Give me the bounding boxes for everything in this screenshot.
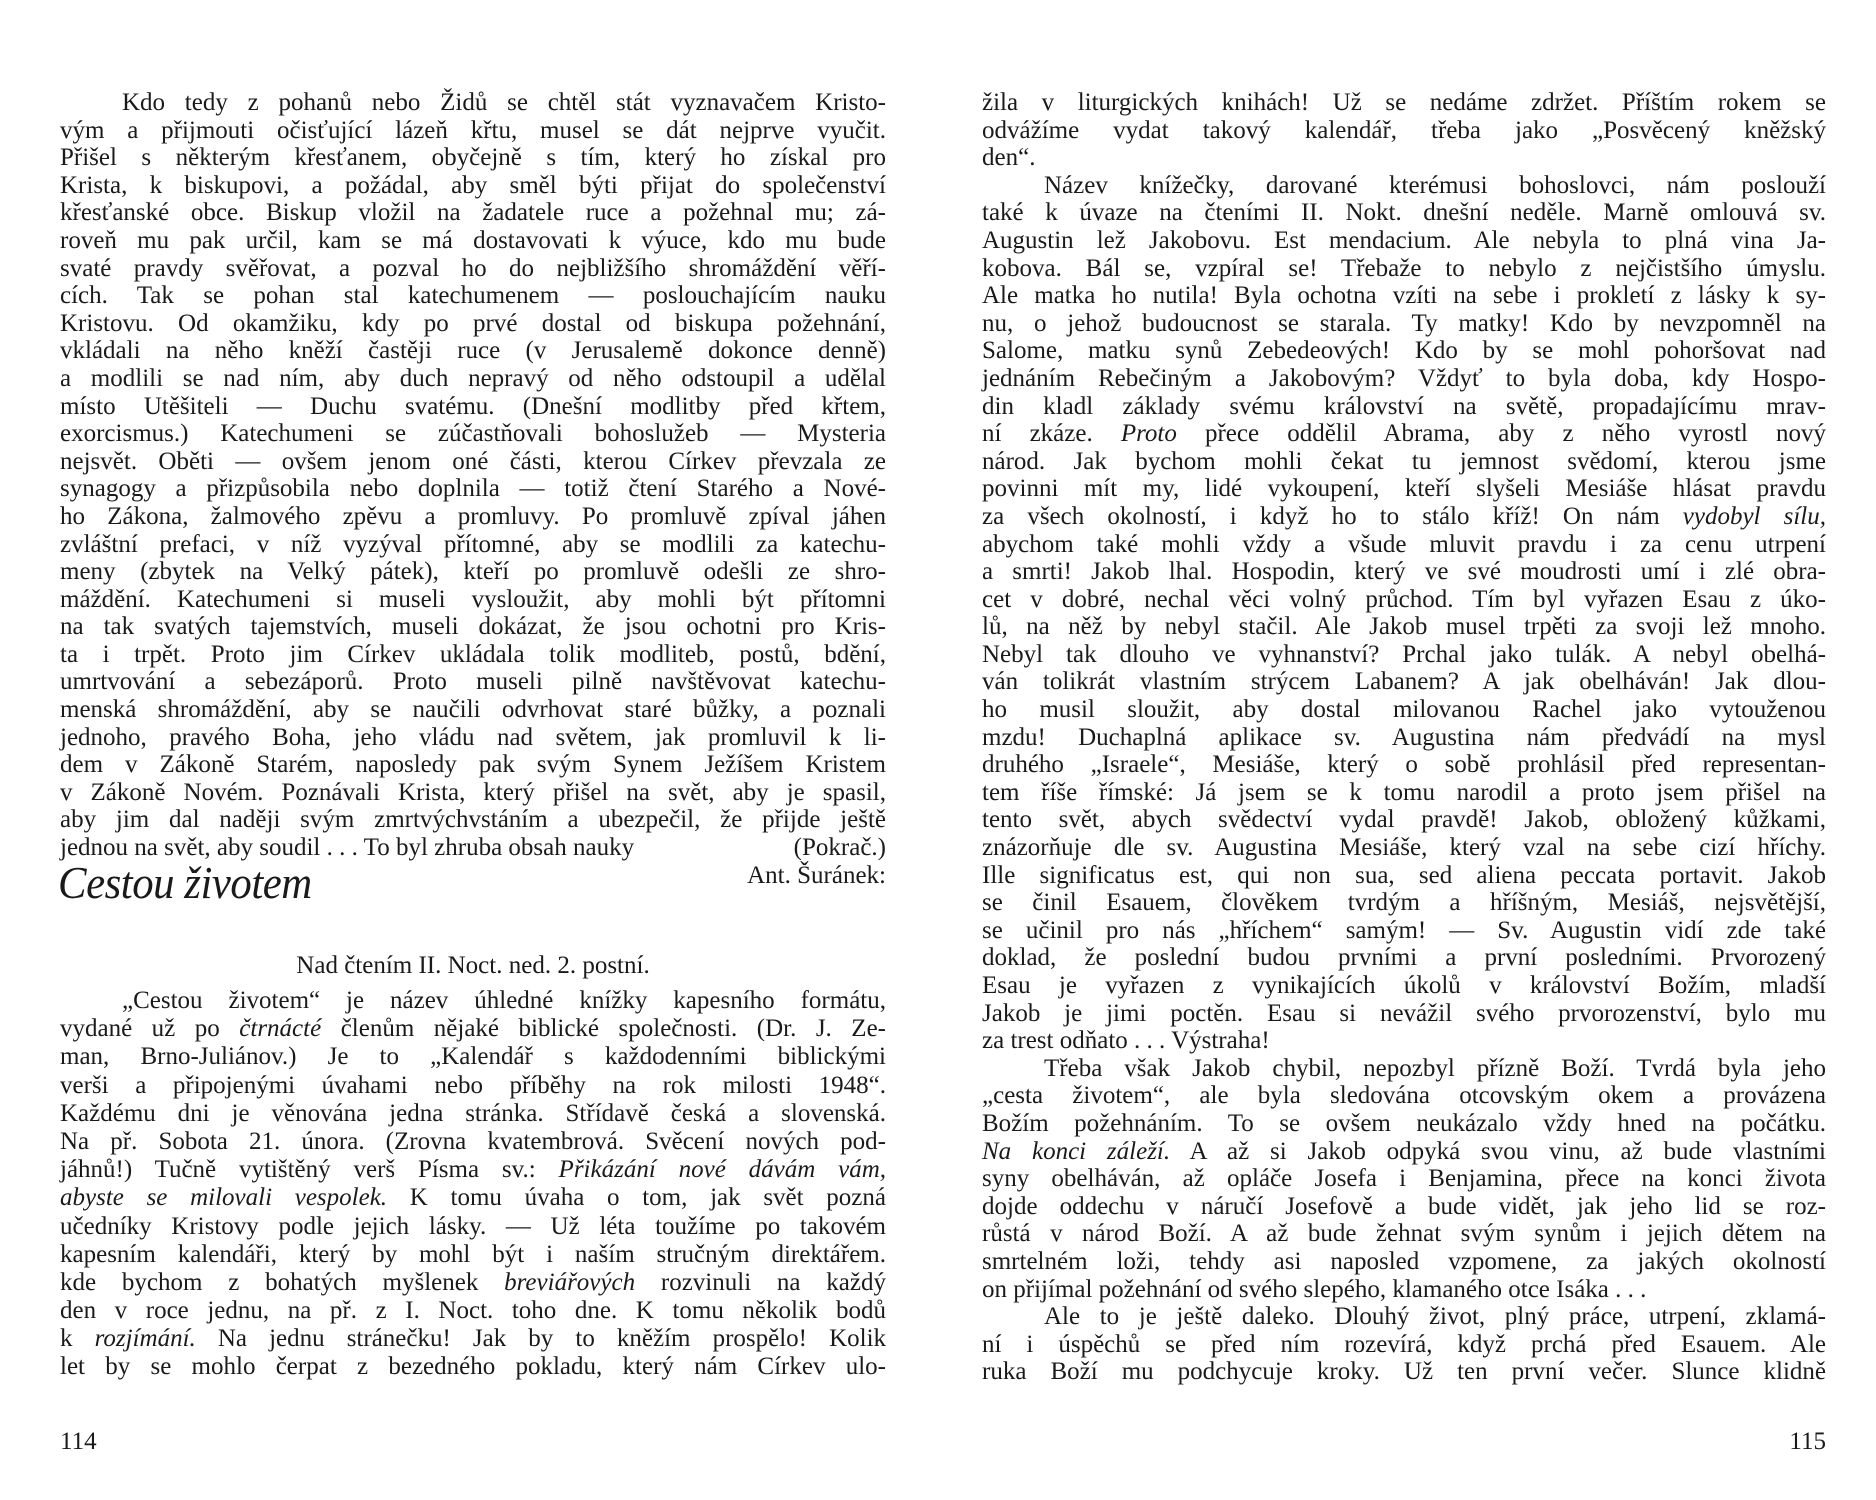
text-line: za trest odňato . . . Výstraha! xyxy=(982,1027,1270,1055)
text-line: Kdo tedy z pohanů nebo Židů se chtěl stát vyznavačem Kristo- xyxy=(122,89,886,116)
text-line: v Zákoně Novém. Poznávali Krista, který přišel na svět, aby je spasil, xyxy=(60,778,886,806)
text-line: ta i trpět. Proto jim Církev ukládala tolik modliteb, postů, bdění, xyxy=(60,640,886,668)
text-line: Augustin lež Jakobovu. Est mendacium. Ale nebyla to plná vina Ja- xyxy=(982,226,1826,254)
text-segment: jáhnů!) Tučně vytištěný verš Písma sv.: xyxy=(60,1156,559,1184)
text-line: Krista, k biskupovi, a požádal, aby směl býti přijat do společenství xyxy=(60,171,886,199)
text-line: tento svět, abych svědectví vydal pravdě! Jakob, obložený kůžkami, xyxy=(982,806,1826,834)
text-segment: Na jednu stránečku! Jak by to kněžím prospělo! Kolik xyxy=(195,1325,887,1353)
text-line: abychom také mohli vždy a všude mluvit pravdu i za cenu utrpení xyxy=(982,530,1826,558)
article-author: Ant. Šuránek: xyxy=(747,862,886,889)
text-line: aby jim dal naději svým zmrtvýchvstáním a ubezpečil, že přijde ještě xyxy=(60,806,886,834)
article-title: Cestou životem xyxy=(58,857,312,908)
text-line xyxy=(60,1015,886,1043)
text-line: nejsvět. Oběti — ovšem jenom oné části, kterou Církev převzala ze xyxy=(60,447,886,475)
text-line: máždění. Katechumeni si museli vysloužit, aby mohli být přítomni xyxy=(60,585,886,613)
text-line: jednoho, pravého Boha, jeho vládu nad světem, jak promluvil k li- xyxy=(60,723,886,751)
italic-text: rozjímání. xyxy=(94,1325,196,1353)
text-line: Přišel s některým křesťanem, obyčejně s tím, který ho získal pro xyxy=(60,144,886,172)
text-line: učedníky Kristovy podle jejich lásky. — Už léta toužíme po takovém xyxy=(60,1212,886,1240)
text-line: křesťanské obce. Biskup vložil na žadatele ruce a požehnal mu; zá- xyxy=(60,199,886,227)
text-line: verši a připojenými úvahami nebo příběhy na rok milosti 1948“. xyxy=(60,1071,886,1099)
right-page-text xyxy=(982,89,1826,1386)
text-line: on přijímal požehnání od svého slepého, klamaného otce Isáka . . . xyxy=(982,1275,1647,1303)
text-line: Božím požehnáním. To se ovšem neukázalo vždy hned na počátku. xyxy=(982,1109,1826,1137)
text-line: vým a přijmouti očisťující lázeň křtu, musel se dát nejprve vyučit. xyxy=(60,116,886,144)
italic-text: Přikázání nové dávám vám, xyxy=(558,1156,886,1184)
text-segment: k xyxy=(60,1325,95,1353)
text-line: Salome, matku synů Zebedeových! Kdo by se mohl pohoršovat nad xyxy=(982,337,1826,365)
page-number-right: 115 xyxy=(1789,1428,1826,1455)
text-line: Název knížečky, darované kterémusi bohoslovci, nám poslouží xyxy=(1044,171,1826,199)
paragraph xyxy=(982,172,1826,1055)
text-line: „cesta životem“, ale byla sledována otcovským okem a provázena xyxy=(982,1082,1826,1110)
text-line: povinni mít my, lidé vykoupení, kteří slyšeli Mesiáše hlásat pravdu xyxy=(982,475,1826,503)
italic-text: breviářových xyxy=(504,1268,636,1296)
text-line: dojde oddechu v náručí Josefově a bude vidět, jak jeho lid se roz- xyxy=(982,1192,1826,1220)
text-line: místo Utěšiteli — Duchu svatému. (Dnešní modlitby před křtem, xyxy=(60,392,886,420)
text-line: na tak svatých tajemstvích, museli dokázat, že jsou ochotni pro Kris- xyxy=(60,613,886,641)
text-line: exorcismus.) Katechumeni se zúčastňovali bohoslužeb — Mysteria xyxy=(60,420,886,448)
text-segment: A až si Jakob odpyká svou vinu, až bude vlastními xyxy=(1170,1137,1826,1165)
text-line: cích. Tak se pohan stal katechumenem — poslouchajícím nauku xyxy=(60,282,886,310)
text-line: syny obelháván, až opláče Josefa i Benjamina, přece na konci života xyxy=(982,1165,1826,1193)
text-segment: kde bychom z bohatých myšlenek xyxy=(60,1268,505,1296)
text-segment: přece oddělil Abrama, aby z něho vyrostl nový xyxy=(1176,420,1826,448)
text-line: umrtvování a sebezáporů. Proto museli pilně navštěvovat katechu- xyxy=(60,668,886,696)
text-line: ho musil sloužit, aby dostal milovanou Rachel jako vytouženou xyxy=(982,696,1826,724)
text-line: růstá v národ Boží. A až bude žehnat svým synům i jejich dětem na xyxy=(982,1220,1826,1248)
text-line: vkládali na něho kněží častěji ruce (v Jerusalemě dokonce denně) xyxy=(60,337,886,365)
text-line: roveň mu pak určil, kam se má dostavovati k výuce, kdo mu bude xyxy=(60,226,886,254)
text-line: Nebyl tak dlouho ve vyhnanství? Prchal jako tulák. A nebyl obelhá- xyxy=(982,640,1826,668)
text-line: Kristovu. Od okamžiku, kdy po prvé dostal od biskupa požehnání, xyxy=(60,309,886,337)
text-segment: členům nějaké biblické společnosti. (Dr. J. Ze- xyxy=(321,1015,886,1043)
continued-marker: (Pokrač.) xyxy=(793,834,886,862)
text-line: kobova. Bál se, vzpíral se! Třebaže to nebylo z nejčistšího úmyslu. xyxy=(982,254,1826,282)
italic-text: abyste se milovali vespolek. xyxy=(60,1184,388,1212)
text-line: din kladl základy svému království na světě, propadajícímu mrav- xyxy=(982,392,1826,420)
text-line: tem říše římské: Já jsem se k tomu narodil a proto jsem přišel na xyxy=(982,778,1826,806)
text-line: Třeba však Jakob chybil, nepozbyl přízně Boží. Tvrdá byla jeho xyxy=(1044,1054,1826,1082)
text-line: den“. xyxy=(982,144,1036,172)
paragraph xyxy=(982,1055,1826,1303)
text-line xyxy=(982,503,1826,531)
text-line: se činil Esauem, člověkem tvrdým a hříšným, Mesiáš, nejsvětější, xyxy=(982,889,1826,917)
text-line: ho Zákona, žalmového zpěvu a promluvy. Po promluvě zpíval jáhen xyxy=(60,502,886,530)
text-line: odvážíme vydat takový kalendář, třeba jako „Posvěcený kněžský xyxy=(982,116,1826,144)
text-line: se učinil pro nás „hříchem“ samým! — Sv. Augustin vidí zde také xyxy=(982,916,1826,944)
text-line: den v roce jednu, na př. z I. Noct. toho dne. K tomu několik bodů xyxy=(60,1297,886,1325)
text-line: cet v dobré, nechal věci volný průchod. Tím byl vyřazen Esau z úko- xyxy=(982,585,1826,613)
text-line: dem v Zákoně Starém, naposledy pak svým Synem Ježíšem Kristem xyxy=(60,751,886,779)
text-line xyxy=(982,1138,1826,1166)
text-line: synagogy a přizpůsobila nebo doplnila — totiž čtení Starého a Nové- xyxy=(60,475,886,503)
article-body xyxy=(60,987,886,1382)
text-line: žila v liturgických knihách! Už se nedáme zdržet. Příštím rokem se xyxy=(982,89,1826,116)
text-line: lů, na něž by nebyl stačil. Ale Jakob musel trpěti za svoji lež mnoho. xyxy=(982,613,1826,641)
text-line: Esau je vyřazen z vynikajících úkolů v království Božím, mladší xyxy=(982,972,1826,999)
text-line: a modlili se nad ním, aby duch nepravý od něho odstoupil a udělal xyxy=(60,364,886,392)
text-line xyxy=(60,1156,886,1184)
left-page-text xyxy=(60,89,886,862)
text-line: doklad, že poslední budou prvními a první posledními. Prvorozený xyxy=(982,944,1826,972)
text-line xyxy=(60,1184,886,1212)
article-subtitle: Nad čtením II. Noct. ned. 2. postní. xyxy=(296,952,650,979)
text-line xyxy=(60,1325,886,1353)
text-segment: rozvinuli na každý xyxy=(635,1268,886,1296)
text-line: znázorňuje dle sv. Augustina Mesiáše, který vzal na sebe cizí hříchy. xyxy=(982,834,1826,862)
text-line: také k úvaze na čteními II. Nokt. dnešní neděle. Marně omlouvá sv. xyxy=(982,199,1826,227)
text-line: menská shromáždění, aby se naučili odvrhovat staré bůžky, a poznali xyxy=(60,696,886,724)
paragraph xyxy=(982,89,1826,172)
text-line: svaté pravdy svěřovat, a pozval ho do nejbližšího shromáždění věří- xyxy=(60,254,886,282)
italic-text: Proto xyxy=(1120,420,1177,448)
left-page-paragraphs xyxy=(60,89,886,834)
text-segment: vydané už po xyxy=(60,1015,240,1043)
text-line: ván tolikrát vlastním strýcem Labanem? A jak obelháván! Jak dlou- xyxy=(982,668,1826,696)
text-segment: ní zkáze. xyxy=(982,420,1121,448)
text-line: „Cestou životem“ je název úhledné knížky kapesního formátu, xyxy=(122,987,886,1014)
text-line: Ale matka ho nutila! Byla ochotna vzíti na sebe i prokletí z lásky k sy- xyxy=(982,282,1826,310)
paragraph xyxy=(982,1303,1826,1386)
text-line: kapesním kalendáři, který by mohl být i naším stručným direktářem. xyxy=(60,1240,886,1268)
text-line: zvláštní prefaci, v níž vyzýval přítomné, aby se modlili za katechu- xyxy=(60,530,886,558)
text-line: Každému dni je věnována jedna stránka. Střídavě česká a slovenská. xyxy=(60,1099,886,1127)
text-line: man, Brno-Juliánov.) Je to „Kalendář s každodenními biblickými xyxy=(60,1043,886,1071)
italic-text: Na konci záleží. xyxy=(982,1137,1171,1165)
text-line: Ale to je ještě daleko. Dlouhý život, plný práce, utrpení, zklamá- xyxy=(1044,1303,1826,1331)
text-line: Jakob je jimi poctěn. Esau si nevážil svého prvorozenství, bylo mu xyxy=(982,999,1826,1027)
text-line xyxy=(60,1269,886,1297)
text-line: a smrti! Jakob lhal. Hospodin, který ve své moudrosti umí i zlé obra- xyxy=(982,558,1826,586)
closing-text: jednou na svět, aby soudil . . . To byl zhruba obsah nauky xyxy=(60,834,635,862)
text-line: smrtelném loži, tehdy asi naposled vzpomene, za jakých okolností xyxy=(982,1247,1826,1275)
text-segment: K tomu úvaha o tom, jak svět pozná xyxy=(387,1184,886,1212)
text-line: nu, o jehož budoucnost se starala. Ty matky! Kdo by nevzpomněl na xyxy=(982,309,1826,337)
text-line: let by se mohlo čerpat z bezedného pokladu, který nám Církev ulo- xyxy=(60,1353,886,1381)
text-line: mzdu! Duchaplná aplikace sv. Augustina nám předvádí na mysl xyxy=(982,723,1826,751)
paragraph xyxy=(60,987,886,1382)
page-number-left: 114 xyxy=(60,1428,97,1455)
text-segment: za všech okolností, i když ho to stálo kříž! On nám xyxy=(982,502,1683,530)
text-line xyxy=(982,420,1826,448)
text-line: druhého „Israele“, Mesiáše, který o sobě prohlásil před representan- xyxy=(982,751,1826,779)
text-line: jednáním Rebečiným a Jakobovým? Vždyť to byla doba, kdy Hospo- xyxy=(982,364,1826,392)
text-line: ruka Boží mu podchycuje kroky. Už ten první večer. Slunce klidně xyxy=(982,1358,1826,1386)
italic-text: čtrnácté xyxy=(239,1015,322,1043)
text-line: Na př. Sobota 21. února. (Zrovna kvatembrová. Svěcení nových pod- xyxy=(60,1127,886,1155)
paragraph xyxy=(60,89,886,834)
italic-text: vydobyl sílu, xyxy=(1682,502,1826,530)
text-line: Ille significatus est, qui non sua, sed aliena peccata portavit. Jakob xyxy=(982,861,1826,889)
text-line: národ. Jak bychom mohli čekat tu jemnost svědomí, kterou jsme xyxy=(982,447,1826,475)
text-line: meny (zbytek na Velký pátek), kteří po promluvě odešli ze shro- xyxy=(60,558,886,586)
text-line: ní i úspěchů se před ním rozevírá, když prchá před Esauem. Ale xyxy=(982,1330,1826,1358)
